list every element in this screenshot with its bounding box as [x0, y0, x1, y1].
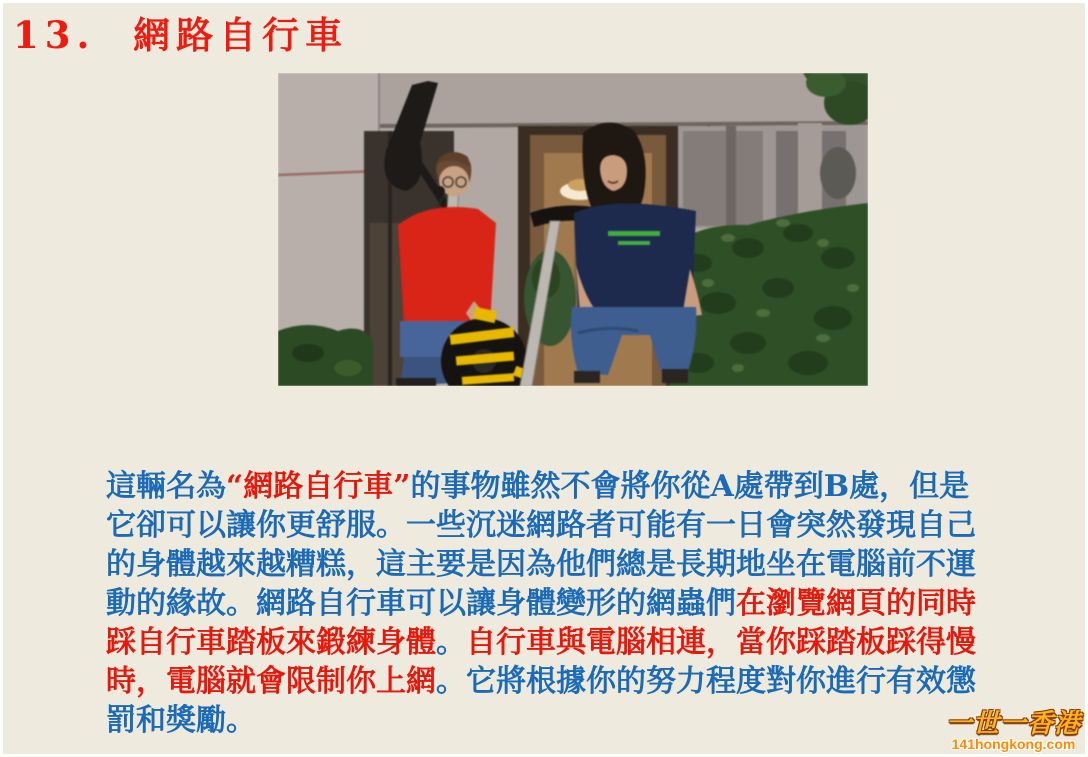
paragraph-segment: “網路自行車” [226, 469, 411, 504]
paragraph-segment: 。 [436, 625, 466, 660]
paragraph-segment: 這輛名為 [106, 469, 226, 504]
body-paragraph [106, 467, 998, 740]
watermark-site-url: 141hongkong.com [951, 736, 1076, 753]
watermark-logo [946, 710, 1081, 752]
paragraph-segment: 。它將根據你的努力程度對你進行有效懲罰和獎勵。 [106, 664, 976, 738]
photo-video-still [278, 73, 868, 386]
paragraph-segment: 在瀏覽網頁的同時踩自行車踏板來鍛練身體 [106, 586, 976, 660]
watermark-site-name: 一世一香港 [945, 708, 1081, 739]
page-title: 13. 網路自行車 [13, 13, 349, 57]
paragraph-segment: 的事物雖然不會將你從A處帶到B處，但是它卻可以讓你更舒服。一些沉迷網路者可能有一日會突然發現自己的身體越來越糟糕，這主要是因為他們總是長期地坐在電腦前不運動的緣故。網路自行車可以讓身體變形的網蟲們 [106, 469, 976, 621]
photo-illustration [278, 73, 868, 386]
paragraph-segment: 自行車與電腦相連，當你踩踏板踩得慢時，電腦就會限制你上網 [106, 625, 976, 699]
